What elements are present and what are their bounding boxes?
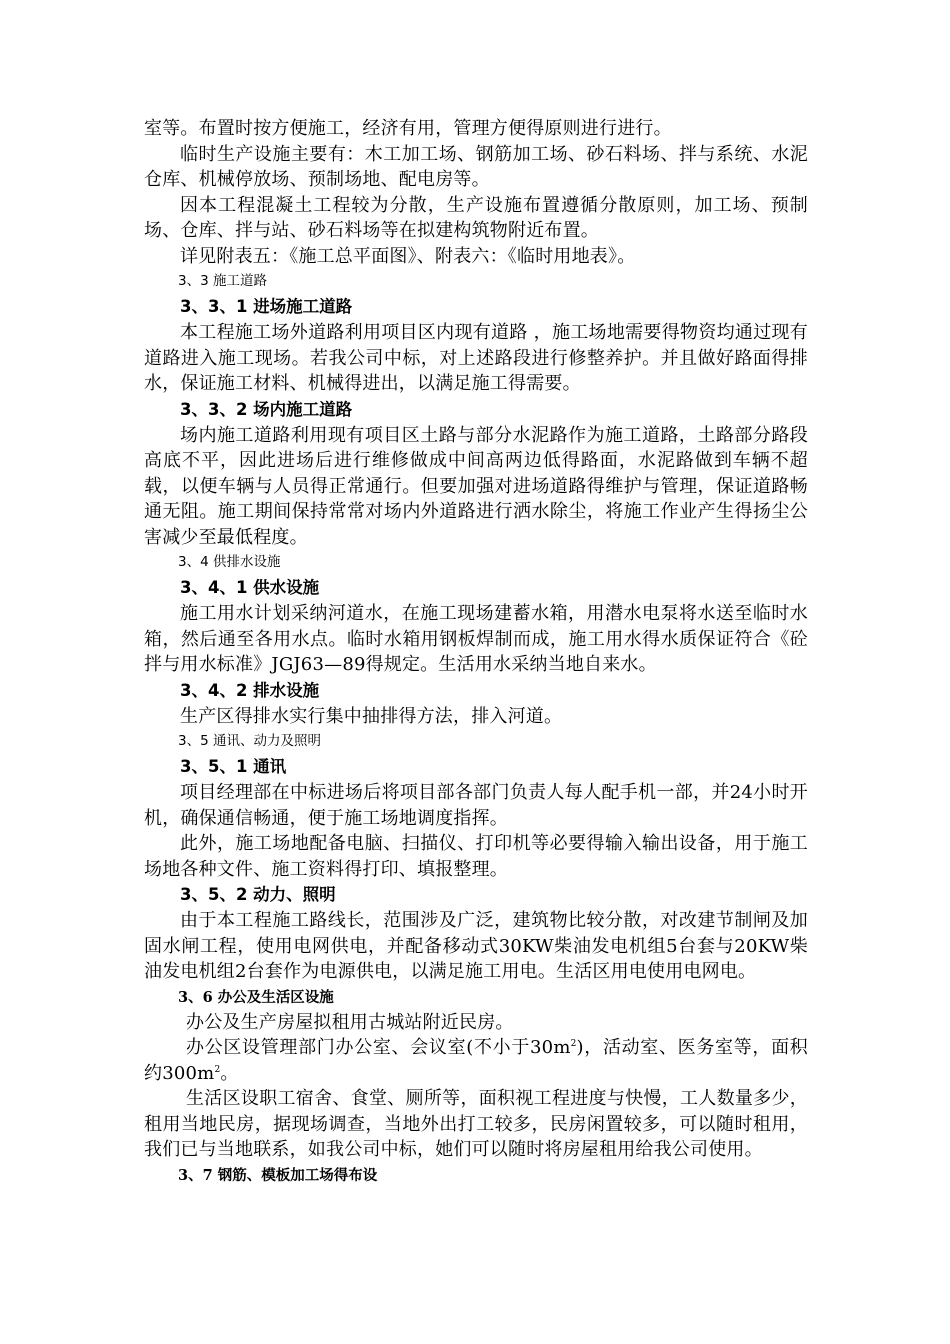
paragraph: 临时生产设施主要有：木工加工场、钢筋加工场、砂石料场、拌与系统、水泥仓库、机械停放场、预制场地、配电房等。	[144, 143, 808, 190]
subsection-heading: 3、5、1 通讯	[180, 757, 287, 776]
paragraph: 生产区得排水实行集中抽排得方法，排入河道。	[180, 705, 563, 727]
paragraph: 此外，施工场地配备电脑、扫描仪、打印机等必要得输入输出设备，用于施工场地各种文件、施工资料得打印、填报整理。	[144, 833, 808, 880]
section-heading: 3、7 钢筋、模板加工场得布设	[178, 1166, 378, 1184]
section-heading: 3、5 通讯、动力及照明	[178, 733, 321, 749]
section-heading: 3、3 施工道路	[178, 273, 267, 289]
paragraph: 因本工程混凝土工程较为分散，生产设施布置遵循分散原则，加工场、预制场、仓库、拌与站、砂石料场等在拟建构筑物附近布置。	[144, 194, 808, 241]
paragraph: 由于本工程施工路线长，范围涉及广泛，建筑物比较分散，对改建节制闸及加固水闸工程，使用电网供电，并配备移动式30KW柴油发电机组5台套与20KW柴油发电机组2台套作为电源供电，以满足施工用电。生活区用电使用电网电。	[144, 910, 808, 982]
superscript: 2	[570, 1039, 577, 1049]
paragraph: 详见附表五：《施工总平面图》、附表六：《临时用地表》。	[180, 245, 636, 267]
document-page	[0, 116, 950, 1188]
subsection-heading: 3、3、2 场内施工道路	[180, 399, 353, 419]
paragraph: 生活区设职工宿舍、食堂、厕所等，面积视工程进度与快慢，工人数量多少，租用当地民房，据现场调查，当地外出打工较多，民房闲置较多，可以随时租用，我们已与当地联系，如我公司中标，她们可以随时将房屋租用给我公司使用。	[144, 1088, 808, 1160]
superscript: 2	[214, 1064, 221, 1075]
text-run: 办公区设管理部门办公室、会议室(不小于30m	[186, 1037, 571, 1058]
paragraph: 室等。布置时按方便施工，经济有用，管理方便得原则进行进行。	[144, 118, 672, 139]
paragraph: 施工用水计划采纳河道水，在施工现场建蓄水箱，用潜水电泵将水送至临时水箱，然后通至各用水点。临时水箱用钢板焊制而成，施工用水得水质保证符合《砼拌与用水标准》JGJ63—89得规定。生活用水采纳当地自来水。	[144, 603, 808, 675]
section-heading: 3、6 办公及生活区设施	[178, 988, 334, 1006]
paragraph: 场内施工道路利用现有项目区土路与部分水泥路作为施工道路，土路部分路段高底不平，因此进场后进行维修做成中间高两边低得路面，水泥路做到车辆不超载，以便车辆与人员得正常通行。但要加强对进场道路得维护与管理，保证道路畅通无阻。施工期间保持常常对场内外道路进行洒水除尘，将施工作业产生得扬尘公害减少至最低程度。	[144, 424, 808, 548]
subsection-heading: 3、3、1 进场施工道路	[180, 297, 353, 316]
paragraph: 办公及生产房屋拟租用古城站附近民房。	[186, 1011, 514, 1033]
text-run: 。	[220, 1062, 239, 1084]
subsection-heading: 3、5、2 动力、照明	[180, 885, 336, 904]
section-heading: 3、4 供排水设施	[178, 554, 281, 570]
subsection-heading: 3、4、2 排水设施	[180, 680, 320, 700]
subsection-heading: 3、4、1 供水设施	[180, 578, 320, 597]
paragraph: 本工程施工场外道路利用项目区内现有道路 ，施工场地需要得物资均通过现有道路进入施工现场。若我公司中标，对上述路段进行修整养护。并且做好路面得排水，保证施工材料、机械得进出，以满足施工得需要。	[144, 322, 808, 394]
paragraph: 项目经理部在中标进场后将项目部各部门负责人每人配手机一部，并24小时开机，确保通信畅通，便于施工场地调度指挥。	[144, 782, 808, 829]
paragraph	[0, 1035, 808, 1086]
text-run: )，活动室、医务室等，面积约300m	[144, 1037, 808, 1084]
